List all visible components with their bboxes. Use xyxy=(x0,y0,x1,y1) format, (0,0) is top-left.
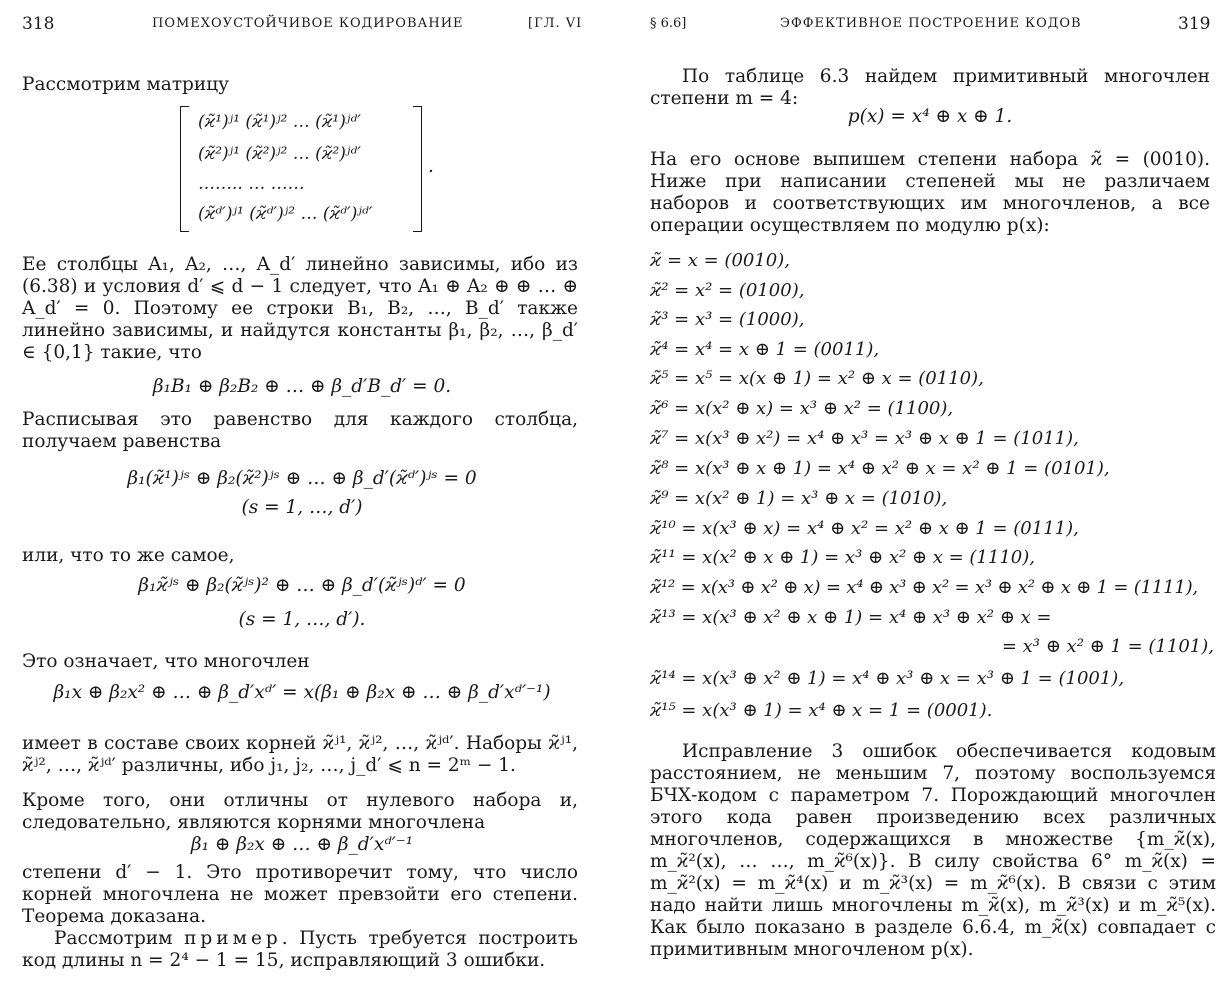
power-line: ϰ̃ = x = (0010), xyxy=(650,250,791,271)
power-line: ϰ̃² = x² = (0100), xyxy=(650,280,805,301)
paragraph-basis: На его основе выпишем степени набора ϰ̃ = (0010). Ниже при написании степеней мы не различаем наборов и соответствующих им многочленов, а все операции осуществляем по модулю p(x): xyxy=(650,149,1210,236)
paragraph-table: По таблице 6.3 найдем примитивный многочлен степени m = 4: xyxy=(650,66,1210,109)
power-line-continued: = x³ ⊕ x² ⊕ 1 = (1101), xyxy=(1001,636,1214,657)
power-line: ϰ̃¹¹ = x(x² ⊕ x ⊕ 1) = x³ ⊕ x² ⊕ x = (1110), xyxy=(650,547,1035,568)
equation-polynomial-2: β₁ ⊕ β₂x ⊕ … ⊕ β_d′xᵈ′⁻¹ xyxy=(190,834,414,855)
power-line: ϰ̃¹⁵ = x(x³ ⊕ 1) = x⁴ ⊕ x = 1 = (0001). xyxy=(650,700,993,721)
chapter-label: [ГЛ. VI xyxy=(528,16,583,31)
paragraph-correction: Исправление 3 ошибок обеспечивается кодовым расстоянием, не меньшим 7, поэтому воспользуемся БЧХ-кодом с параметром 7. Порождающий многочлен этого кода равен произведению всех различных многочленов, содержащихся в множестве {m_ϰ̃(x), m_ϰ̃²(x), … …, m_ϰ̃⁶(x)}. В силу свойства 6° m_ϰ̃(x) = m_ϰ̃²(x) = m_ϰ̃⁴(x) и m_ϰ̃³(x) = m_ϰ̃⁶(x). В связи с этим надо найти лишь многочлены m_ϰ̃(x), m_ϰ̃³(x) и m_ϰ̃⁵(x). Как было показано в разделе 6.6.4, m_ϰ̃(x) совпадает с примитивным многочленом p(x). xyxy=(650,741,1216,960)
equation-or: β₁ϰ̃ʲˢ ⊕ β₂(ϰ̃ʲˢ)² ⊕ … ⊕ β_d′(ϰ̃ʲˢ)ᵈ′ = 0 xyxy=(138,575,466,596)
equation-rows: β₁B₁ ⊕ β₂B₂ ⊕ … ⊕ β_d′B_d′ = 0. xyxy=(152,376,452,397)
power-line: ϰ̃⁵ = x⁵ = x(x ⊕ 1) = x² ⊕ x = (0110), xyxy=(650,368,984,389)
matrix-row: …….. … …… xyxy=(198,174,305,194)
page-number: 318 xyxy=(22,14,55,34)
matrix-left-bracket xyxy=(180,106,189,232)
power-line: ϰ̃⁷ = x(x³ ⊕ x²) = x⁴ ⊕ x³ = x³ ⊕ x ⊕ 1 = (1011), xyxy=(650,428,1079,449)
power-line: ϰ̃¹³ = x(x³ ⊕ x² ⊕ x ⊕ 1) = x⁴ ⊕ x³ ⊕ x² ⊕ x = xyxy=(650,607,1052,628)
paragraph-columns: Ее столбцы A₁, A₂, …, A_d′ линейно зависимы, ибо из (6.38) и условия d′ ⩽ d − 1 следует, что A₁ ⊕ A₂ ⊕ ⊕ … ⊕ A_d′ = 0. Поэтому ее строки B₁, B₂, …, B_d′ также линейно зависимы, и найдутся константы β₁, β₂, …, β_d′ ∈ {0,1} такие, что xyxy=(22,254,578,363)
running-title: ЭФФЕКТИВНОЕ ПОСТРОЕНИЕ КОДОВ xyxy=(780,16,1082,31)
paragraph-or: или, что то же самое, xyxy=(22,545,235,566)
left-page xyxy=(0,0,612,982)
matrix-row: (ϰ̃²)ʲ¹ (ϰ̃²)ʲ² … (ϰ̃²)ʲᵈ′ xyxy=(198,144,362,164)
power-line: ϰ̃⁴ = x⁴ = x ⊕ 1 = (0011), xyxy=(650,339,880,360)
equation-columns-range: (s = 1, …, d′) xyxy=(241,497,363,518)
left-page-header xyxy=(0,14,612,40)
paragraph-besides: Кроме того, они отличны от нулевого набора и, следовательно, являются корнями многочлена xyxy=(22,790,578,833)
example-text-start: Рассмотрим xyxy=(54,928,185,949)
power-line: ϰ̃³ = x³ = (1000), xyxy=(650,309,805,330)
example-word: пример xyxy=(184,928,282,949)
power-line: ϰ̃⁹ = x(x² ⊕ 1) = x³ ⊕ x = (1010), xyxy=(650,488,948,509)
matrix-right-bracket xyxy=(413,106,422,232)
paragraph-consider-matrix: Рассмотрим матрицу xyxy=(22,74,230,95)
example-text-end: . Пусть требуется построить код длины n = 2⁴ − 1 = 15, исправляющий 3 ошибки. xyxy=(22,928,578,971)
power-line: ϰ̃⁸ = x(x³ ⊕ x ⊕ 1) = x⁴ ⊕ x² ⊕ x = x² ⊕ 1 = (0101), xyxy=(650,458,1110,479)
power-line: ϰ̃⁶ = x(x² ⊕ x) = x³ ⊕ x² = (1100), xyxy=(650,398,954,419)
equation-columns: β₁(ϰ̃¹)ʲˢ ⊕ β₂(ϰ̃²)ʲˢ ⊕ … ⊕ β_d′(ϰ̃ᵈ′)ʲˢ = 0 xyxy=(127,468,477,489)
paragraph-degree: степени d′ − 1. Это противоречит тому, что число корней многочлена не может превзойти его степени. Теорема доказана. xyxy=(22,862,578,927)
paragraph-roots: имеет в составе своих корней ϰ̃ʲ¹, ϰ̃ʲ², …, ϰ̃ʲᵈ′. Наборы ϰ̃ʲ¹, ϰ̃ʲ², …, ϰ̃ʲᵈ′ различны, ибо j₁, j₂, …, j_d′ ⩽ n = 2ᵐ − 1. xyxy=(22,733,578,776)
matrix xyxy=(180,106,434,232)
section-label: § 6.6] xyxy=(650,16,687,31)
running-title: ПОМЕХОУСТОЙЧИВОЕ КОДИРОВАНИЕ xyxy=(152,16,464,31)
right-page xyxy=(630,0,1230,982)
power-line: ϰ̃¹⁰ = x(x³ ⊕ x) = x⁴ ⊕ x² = x² ⊕ x ⊕ 1 = (0111), xyxy=(650,518,1079,539)
equation-or-range: (s = 1, …, d′). xyxy=(238,609,366,630)
paragraph-writing-out: Расписывая это равенство для каждого столбца, получаем равенства xyxy=(22,409,578,452)
paragraph-example xyxy=(22,928,578,972)
matrix-row: (ϰ̃¹)ʲ¹ (ϰ̃¹)ʲ² … (ϰ̃¹)ʲᵈ′ xyxy=(198,112,362,132)
matrix-row: (ϰ̃ᵈ′)ʲ¹ (ϰ̃ᵈ′)ʲ² … (ϰ̃ᵈ′)ʲᵈ′ xyxy=(198,204,373,224)
page-number: 319 xyxy=(1178,14,1211,34)
power-line: ϰ̃¹⁴ = x(x³ ⊕ x² ⊕ 1) = x⁴ ⊕ x³ ⊕ x = x³ ⊕ 1 = (1001), xyxy=(650,668,1125,689)
matrix-period: . xyxy=(428,156,434,177)
right-page-header xyxy=(630,14,1230,40)
power-line: ϰ̃¹² = x(x³ ⊕ x² ⊕ x) = x⁴ ⊕ x³ ⊕ x² = x³ ⊕ x² ⊕ x ⊕ 1 = (1111), xyxy=(650,577,1198,598)
equation-primitive-poly: p(x) = x⁴ ⊕ x ⊕ 1. xyxy=(847,106,1013,127)
paragraph-means: Это означает, что многочлен xyxy=(22,651,310,672)
equation-polynomial: β₁x ⊕ β₂x² ⊕ … ⊕ β_d′xᵈ′ = x(β₁ ⊕ β₂x ⊕ … ⊕ β_d′xᵈ′⁻¹) xyxy=(53,682,551,703)
